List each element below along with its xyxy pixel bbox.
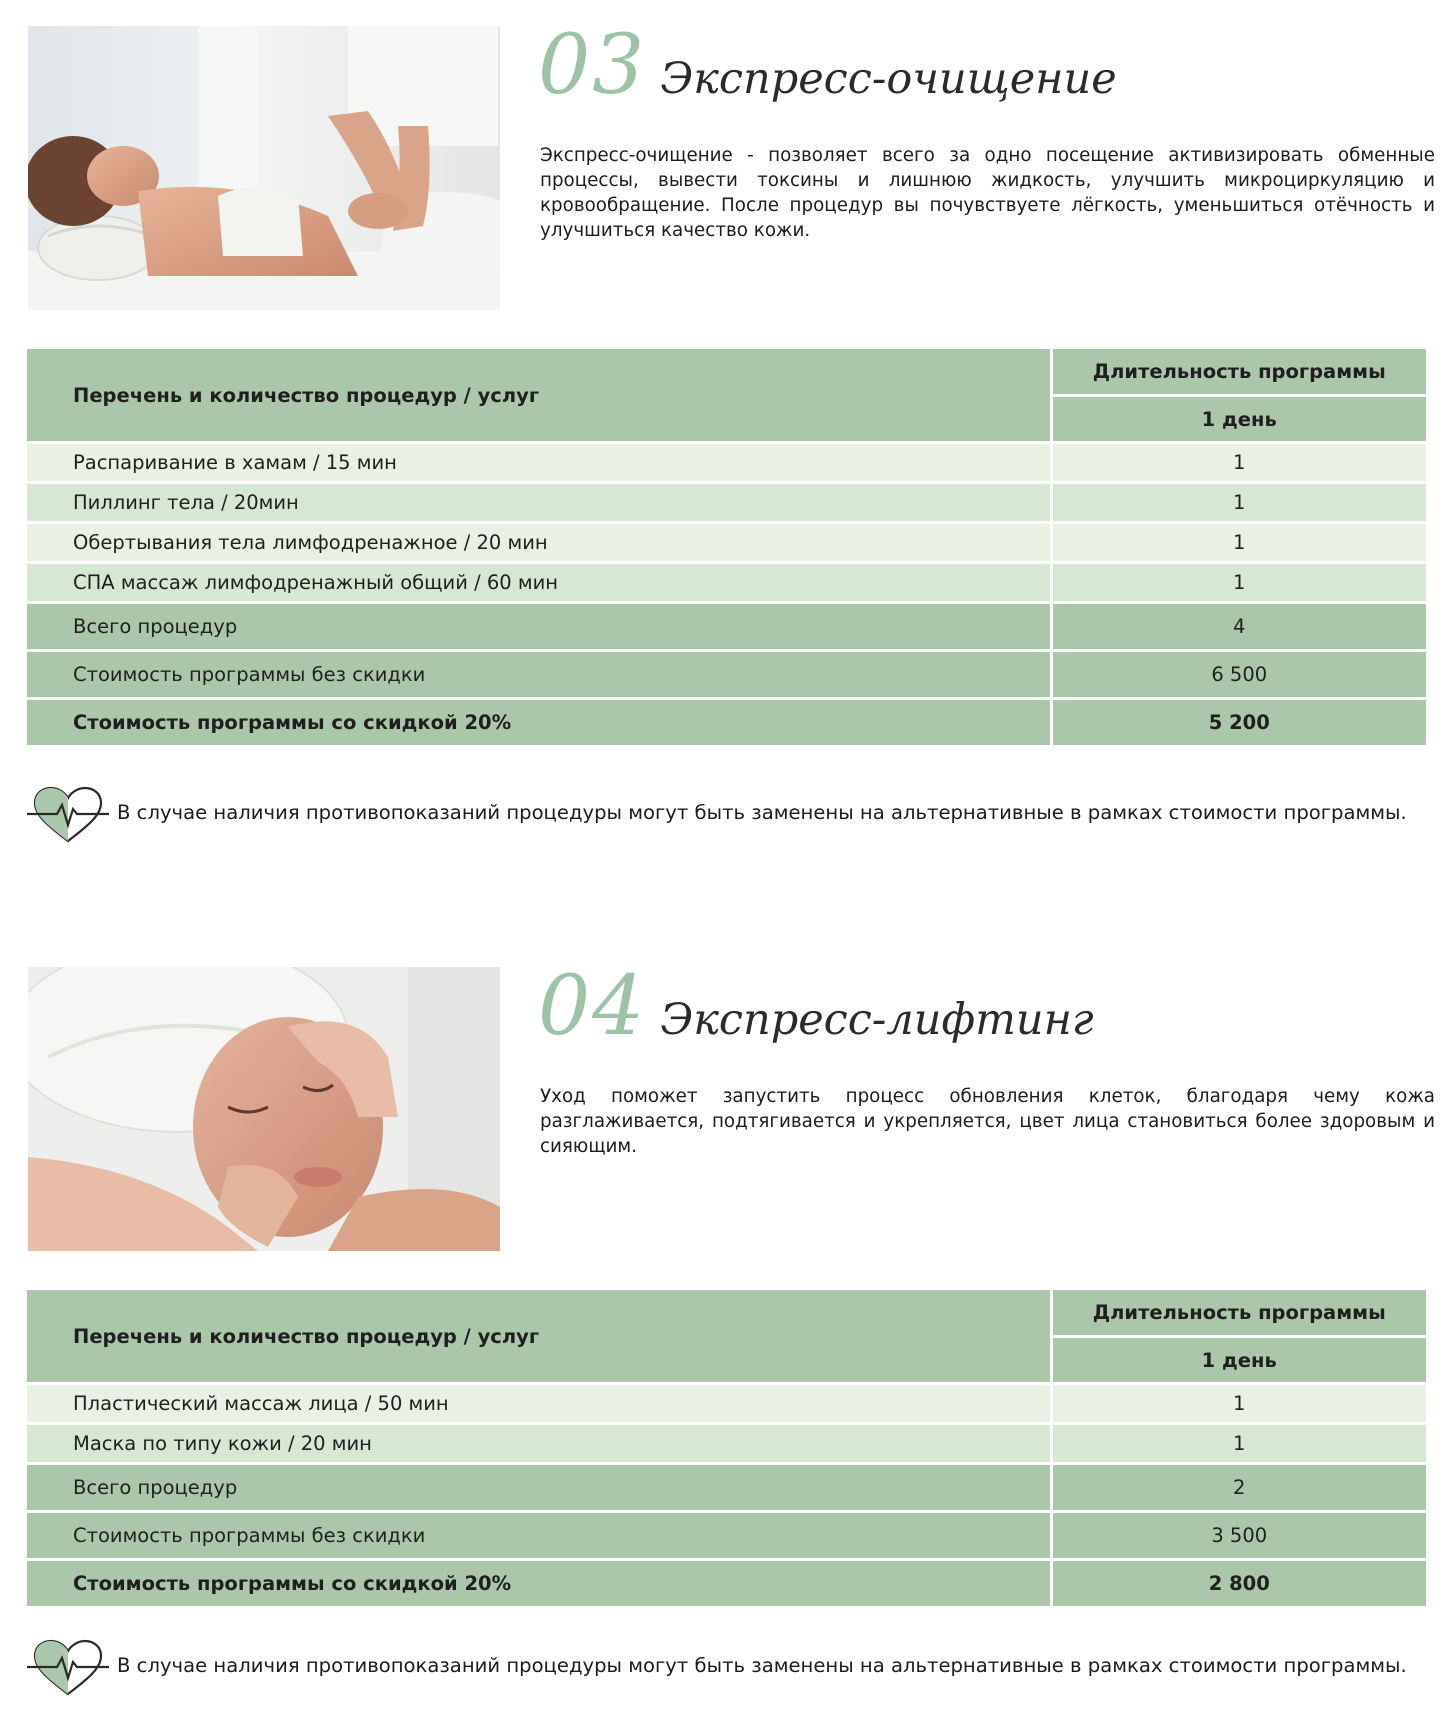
- facial-massage-photo: [28, 967, 500, 1251]
- table-header-services: Перечень и количество процедур / услуг: [27, 1290, 1051, 1384]
- table-header-row: [27, 1290, 1426, 1337]
- price-label: Стоимость программы без скидки: [27, 1512, 1051, 1560]
- price-label: Стоимость программы без скидки: [27, 651, 1051, 699]
- price-row: [27, 1512, 1426, 1560]
- total-row: [27, 603, 1426, 651]
- program-description: Уход поможет запустить процесс обновления клеток, благодаря чему кожа разглаживается, подтягивается и укрепляется, цвет лица становиться более здоровым и сияющим.: [540, 1086, 1435, 1157]
- program-title: Экспресс-лифтинг: [660, 995, 1094, 1045]
- service-count: 1: [1051, 1384, 1426, 1424]
- discount-value: 5 200: [1051, 699, 1426, 747]
- program-number: 04: [538, 959, 647, 1054]
- table-header-duration: Длительность программы: [1051, 349, 1426, 396]
- program-heading: [538, 959, 1094, 1054]
- service-name: Пластический массаж лица / 50 мин: [27, 1384, 1051, 1424]
- price-row: [27, 651, 1426, 699]
- service-count: 1: [1051, 563, 1426, 603]
- note-text: В случае наличия противопоказаний процедуры могут быть заменены на альтернативные в рамках стоимости программы.: [117, 1654, 1407, 1677]
- heart-pulse-icon: [27, 1638, 109, 1698]
- body-massage-photo: [28, 26, 500, 310]
- service-count: 1: [1051, 443, 1426, 483]
- program-number: 03: [538, 18, 647, 113]
- service-count: 1: [1051, 483, 1426, 523]
- heart-pulse-icon: [27, 785, 109, 845]
- table-row: [27, 1384, 1426, 1424]
- total-label: Всего процедур: [27, 1464, 1051, 1512]
- table-header-days: 1 день: [1051, 396, 1426, 443]
- service-name: Пиллинг тела / 20мин: [27, 483, 1051, 523]
- total-value: 2: [1051, 1464, 1426, 1512]
- program-description: Экспресс-очищение - позволяет всего за одно посещение активизировать обменные процессы, вывести токсины и лишнюю жидкость, улучшить микроциркуляцию и кровообращение. После процедур вы почувствуете лёгкость, уменьшиться отёчность и улучшиться качество кожи.: [540, 145, 1435, 241]
- service-count: 1: [1051, 1424, 1426, 1464]
- program-table: [27, 1290, 1426, 1609]
- table-row: [27, 483, 1426, 523]
- program-title: Экспресс-очищение: [660, 54, 1117, 104]
- total-label: Всего процедур: [27, 603, 1051, 651]
- service-name: Маска по типу кожи / 20 мин: [27, 1424, 1051, 1464]
- table-row: [27, 443, 1426, 483]
- table-row: [27, 563, 1426, 603]
- price-value: 3 500: [1051, 1512, 1426, 1560]
- service-name: Обертывания тела лимфодренажное / 20 мин: [27, 523, 1051, 563]
- service-name: СПА массаж лимфодренажный общий / 60 мин: [27, 563, 1051, 603]
- service-name: Распаривание в хамам / 15 мин: [27, 443, 1051, 483]
- discount-row: [27, 1560, 1426, 1608]
- discount-row: [27, 699, 1426, 747]
- discount-value: 2 800: [1051, 1560, 1426, 1608]
- table-row: [27, 1424, 1426, 1464]
- total-value: 4: [1051, 603, 1426, 651]
- program-heading: [538, 18, 1117, 113]
- table-header-row: [27, 349, 1426, 396]
- discount-label: Стоимость программы со скидкой 20%: [27, 1560, 1051, 1608]
- price-value: 6 500: [1051, 651, 1426, 699]
- discount-label: Стоимость программы со скидкой 20%: [27, 699, 1051, 747]
- total-row: [27, 1464, 1426, 1512]
- table-header-services: Перечень и количество процедур / услуг: [27, 349, 1051, 443]
- contraindications-note: [27, 1638, 1427, 1698]
- table-header-duration: Длительность программы: [1051, 1290, 1426, 1337]
- service-count: 1: [1051, 523, 1426, 563]
- table-row: [27, 523, 1426, 563]
- contraindications-note: [27, 785, 1427, 845]
- program-table: [27, 349, 1426, 748]
- note-text: В случае наличия противопоказаний процедуры могут быть заменены на альтернативные в рамках стоимости программы.: [117, 801, 1407, 824]
- table-header-days: 1 день: [1051, 1337, 1426, 1384]
